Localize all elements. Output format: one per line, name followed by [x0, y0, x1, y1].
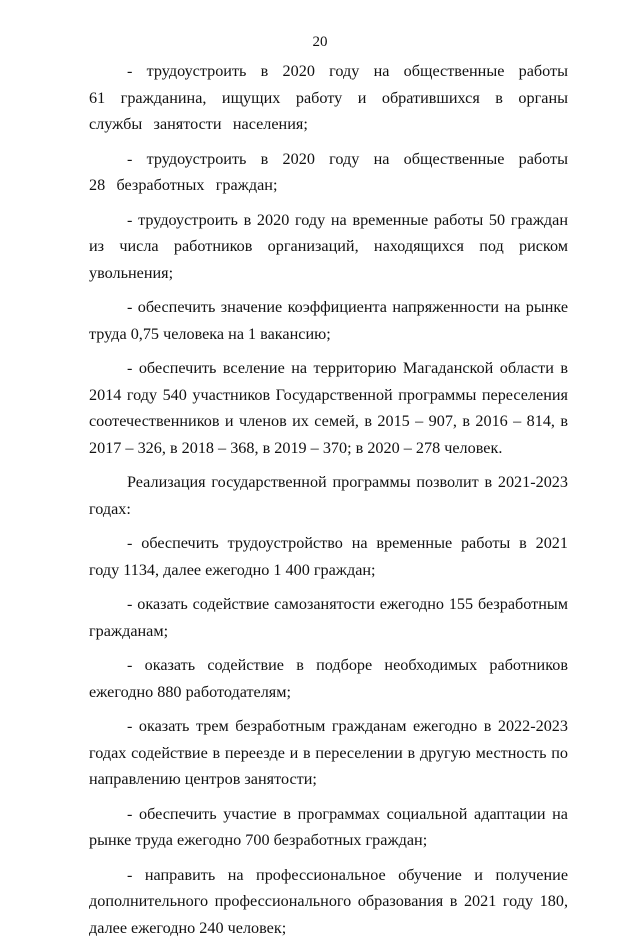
paragraph-social-adaptation: - обеспечить участие в программах социальной адаптации на рынке труда ежегодно 700 безработных граждан;: [89, 804, 568, 849]
page-number: 20: [312, 34, 328, 50]
paragraph-public-works-61: - трудоустроить в 2020 году на общественные работы 61 гражданина, ищущих работу и обратившихся в органы службы занятости населения;: [89, 62, 568, 133]
paragraph-relocation-assistance: - оказать трем безработным гражданам ежегодно в 2022-2023 годах содействие в переезде и в переселении в другую местность по направлению центров занятости;: [89, 717, 568, 788]
paragraph-self-employment: - оказать содействие самозанятости ежегодно 155 безработным гражданам;: [89, 595, 568, 640]
document-body: [89, 58, 568, 949]
paragraph-temporary-works-50: - трудоустроить в 2020 году на временные работы 50 граждан из числа работников организаций, находящихся под риском увольнения;: [89, 210, 568, 282]
paragraph-program-results-intro: Реализация государственной программы позволит в 2021-2023 годах:: [89, 473, 568, 518]
paragraph-labor-tension-coefficient: - обеспечить значение коэффициента напряженности на рынке труда 0,75 человека на 1 вакансию;: [89, 298, 568, 343]
paragraph-public-works-28: - трудоустроить в 2020 году на общественные работы 28 безработных граждан;: [89, 149, 568, 194]
paragraph-professional-training: - направить на профессиональное обучение и получение дополнительного профессионального образования в 2021 году 180, далее ежегодно 240 человек;: [89, 865, 568, 937]
paragraph-resettlement-program: - обеспечить вселение на территорию Магаданской области в 2014 году 540 участников Государственной программы переселения соотечественников и членов их семей, в 2015 – 907, в 2016 – 814, в 2017 – 326, в 2018 – 368, в 2019 – 370; в 2020 – 278 человек.: [89, 359, 568, 457]
paragraph-temporary-employment: - обеспечить трудоустройство на временные работы в 2021 году 1134, далее ежегодно 1 400 граждан;: [89, 534, 568, 579]
paragraph-employer-assistance: - оказать содействие в подборе необходимых работников ежегодно 880 работодателям;: [89, 656, 568, 701]
